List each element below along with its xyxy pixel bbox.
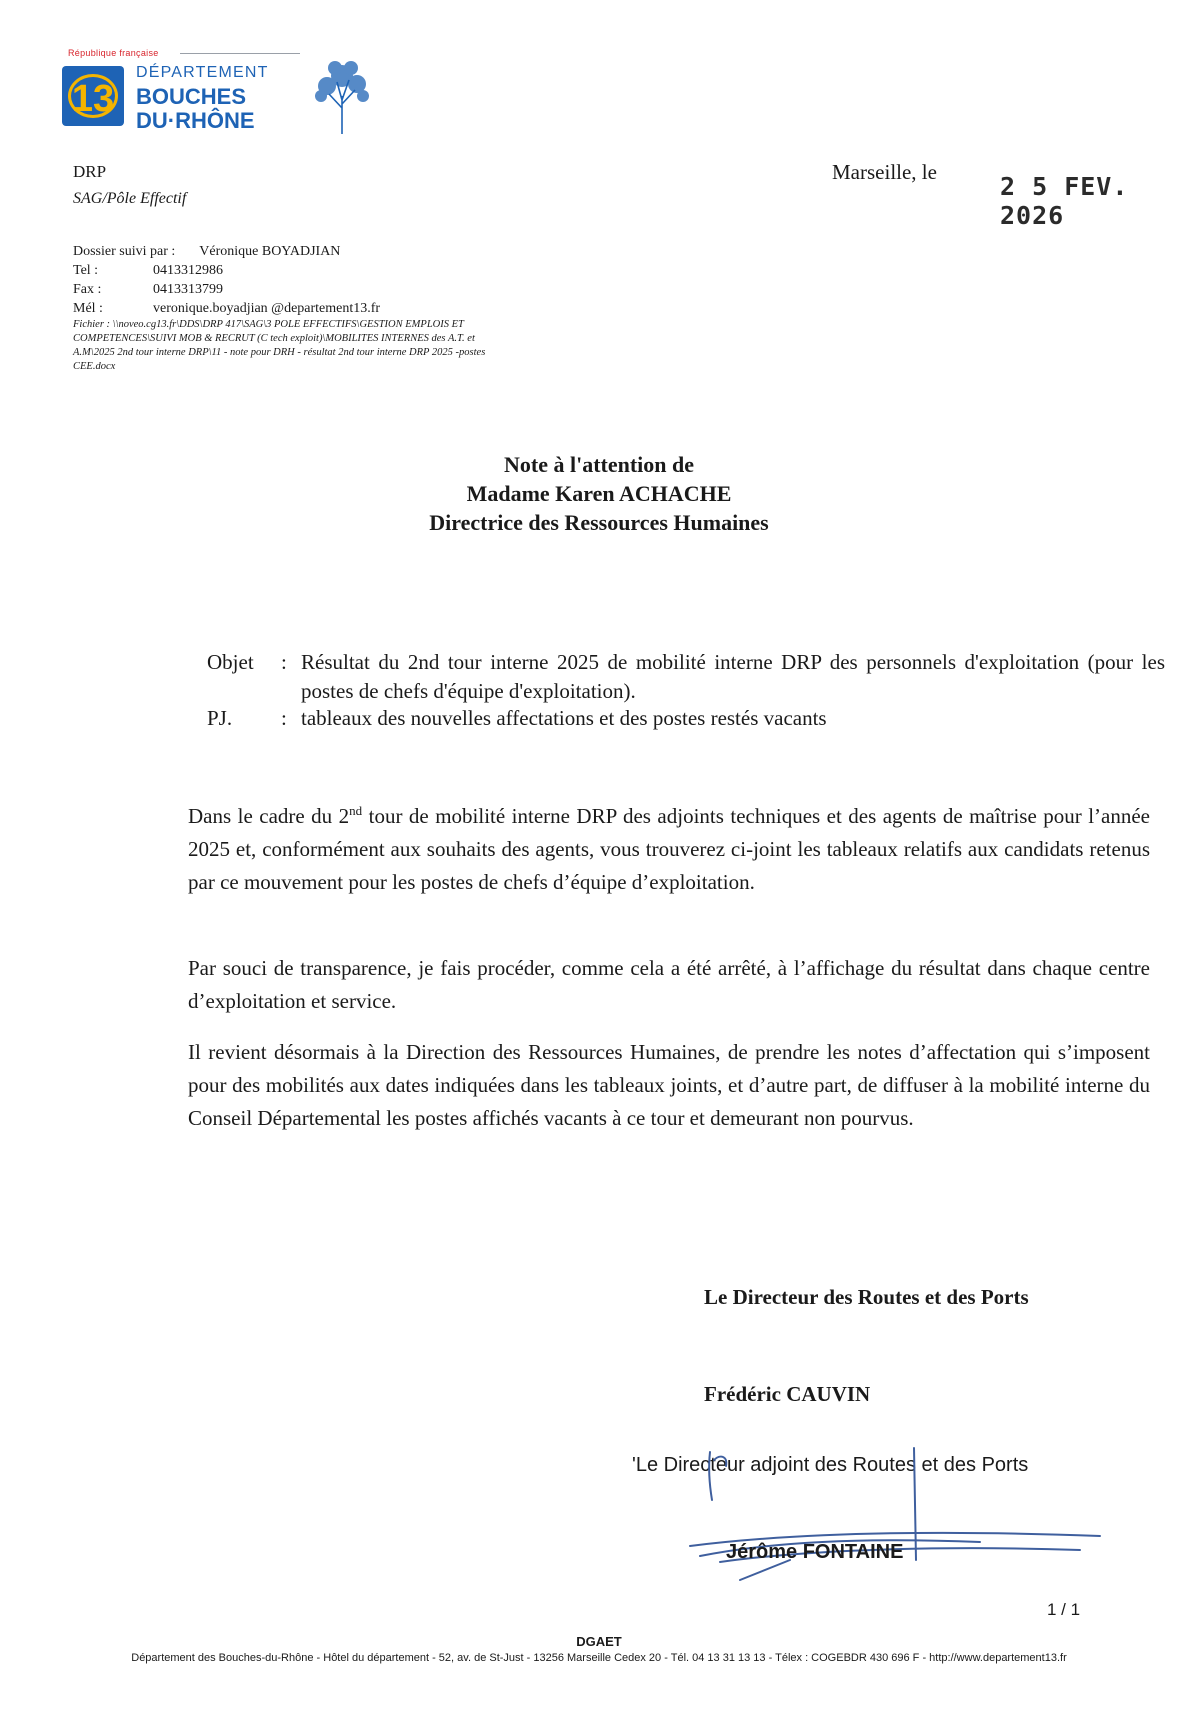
tel-value: 0413312986: [153, 263, 223, 278]
mel-label: Mél :: [73, 301, 103, 316]
pj-text: tableaux des nouvelles affectations et des postes restés vacants: [301, 706, 827, 730]
pj-label: PJ.: [207, 706, 233, 730]
logo-line-bouches: BOUCHES: [136, 84, 247, 109]
adjoint-name: Jérôme FONTAINE: [726, 1541, 904, 1563]
dossier-block: [73, 242, 380, 318]
tel-label: Tel :: [73, 263, 99, 278]
p1-rest: tour de mobilité interne DRP des adjoints techniques et des agents de maîtrise pour l’année 2025 et, conformément aux souhaits des agents, vous trouverez ci-joint les tableaux relatifs aux candidats retenus par ce mouvement pour les postes de chefs d’équipe d’exploitation.: [188, 804, 1150, 894]
note-heading: [0, 450, 1198, 537]
service-label: DRP: [73, 162, 107, 181]
objet-label: Objet: [207, 650, 254, 674]
body-paragraph-3: Il revient désormais à la Direction des Ressources Humaines, de prendre les notes d’affectation qui s’imposent pour des mobilités aux dates indiquées dans les tableaux joints, et d’autre part, de diffuser à la mobilité interne du Conseil Départemental les postes affichés vacants à ce tour et demeurant non pourvus.: [188, 1040, 1150, 1130]
signatory-title: Le Directeur des Routes et des Ports: [704, 1285, 1029, 1309]
mel-value: veronique.boyadjian @departement13.fr: [153, 301, 381, 316]
p1-start: Dans le cadre du 2: [188, 804, 350, 828]
logo-divider: [180, 53, 300, 54]
file-path: Fichier : \\noveo.cg13.fr\DDS\DRP 417\SAG\3 POLE EFFECTIFS\GESTION EMPLOIS ET COMPETENCES\SUIVI MOB & RECRUT (C tech exploit)\MOBILITES INTERNES des A.T. et A.M\2025 2nd tour interne DRP\11 - note pour DRH - résultat 2nd tour interne DRP 2025 -postes CEE.docx: [73, 319, 486, 372]
tree-icon: [307, 56, 377, 136]
signatory-name: Frédéric CAUVIN: [704, 1382, 871, 1406]
page-count: 1 / 1: [1047, 1600, 1081, 1619]
handwritten-signature: [680, 1440, 1120, 1590]
logo-line-rhone: DU·RHÔNE: [136, 108, 255, 133]
heading-line-1: Note à l'attention de: [503, 452, 695, 477]
footer-title: DGAET: [576, 1634, 622, 1649]
body-paragraph-1: [188, 800, 1150, 899]
fax-label: Fax :: [73, 282, 102, 297]
heading-line-3: Directrice des Ressources Humaines: [429, 510, 769, 535]
body-paragraph-2: Par souci de transparence, je fais procéder, comme cela a été arrêté, à l’affichage du résultat dans chaque centre d’exploitation et service.: [188, 956, 1150, 1013]
date-stamp: 2 5 FEV. 2026: [1000, 172, 1129, 230]
pj-colon: :: [281, 706, 287, 730]
objet-text: Résultat du 2nd tour interne 2025 de mobilité interne DRP des personnels d'exploitation (pour les postes de chefs d'équipe d'exploitation).: [301, 650, 1165, 703]
heading-line-2: Madame Karen ACHACHE: [466, 481, 732, 506]
department-logo: [52, 48, 362, 140]
p1-superscript: nd: [349, 803, 363, 818]
footer-address: Département des Bouches-du-Rhône - Hôtel du département - 52, av. de St-Just - 13256 Marseille Cedex 20 - Tél. 04 13 31 13 13 - Télex : COGEBDR 430 696 F - http://www.departement13.fr: [131, 1652, 1067, 1664]
logo-number: 13: [68, 74, 118, 118]
objet-colon: :: [281, 650, 287, 674]
adjoint-stamp: 'Le Directeur adjoint des Routes et des Ports: [632, 1454, 1029, 1476]
dossier-label: Dossier suivi par :: [73, 244, 176, 259]
logo-line-departement: DÉPARTEMENT: [136, 64, 269, 81]
dossier-name: Véronique BOYADJIAN: [199, 244, 341, 259]
pole-label: SAG/Pôle Effectif: [73, 190, 187, 207]
place-label: Marseille, le: [832, 160, 937, 184]
fax-value: 0413313799: [153, 282, 223, 297]
republique-label: République française: [68, 48, 159, 58]
